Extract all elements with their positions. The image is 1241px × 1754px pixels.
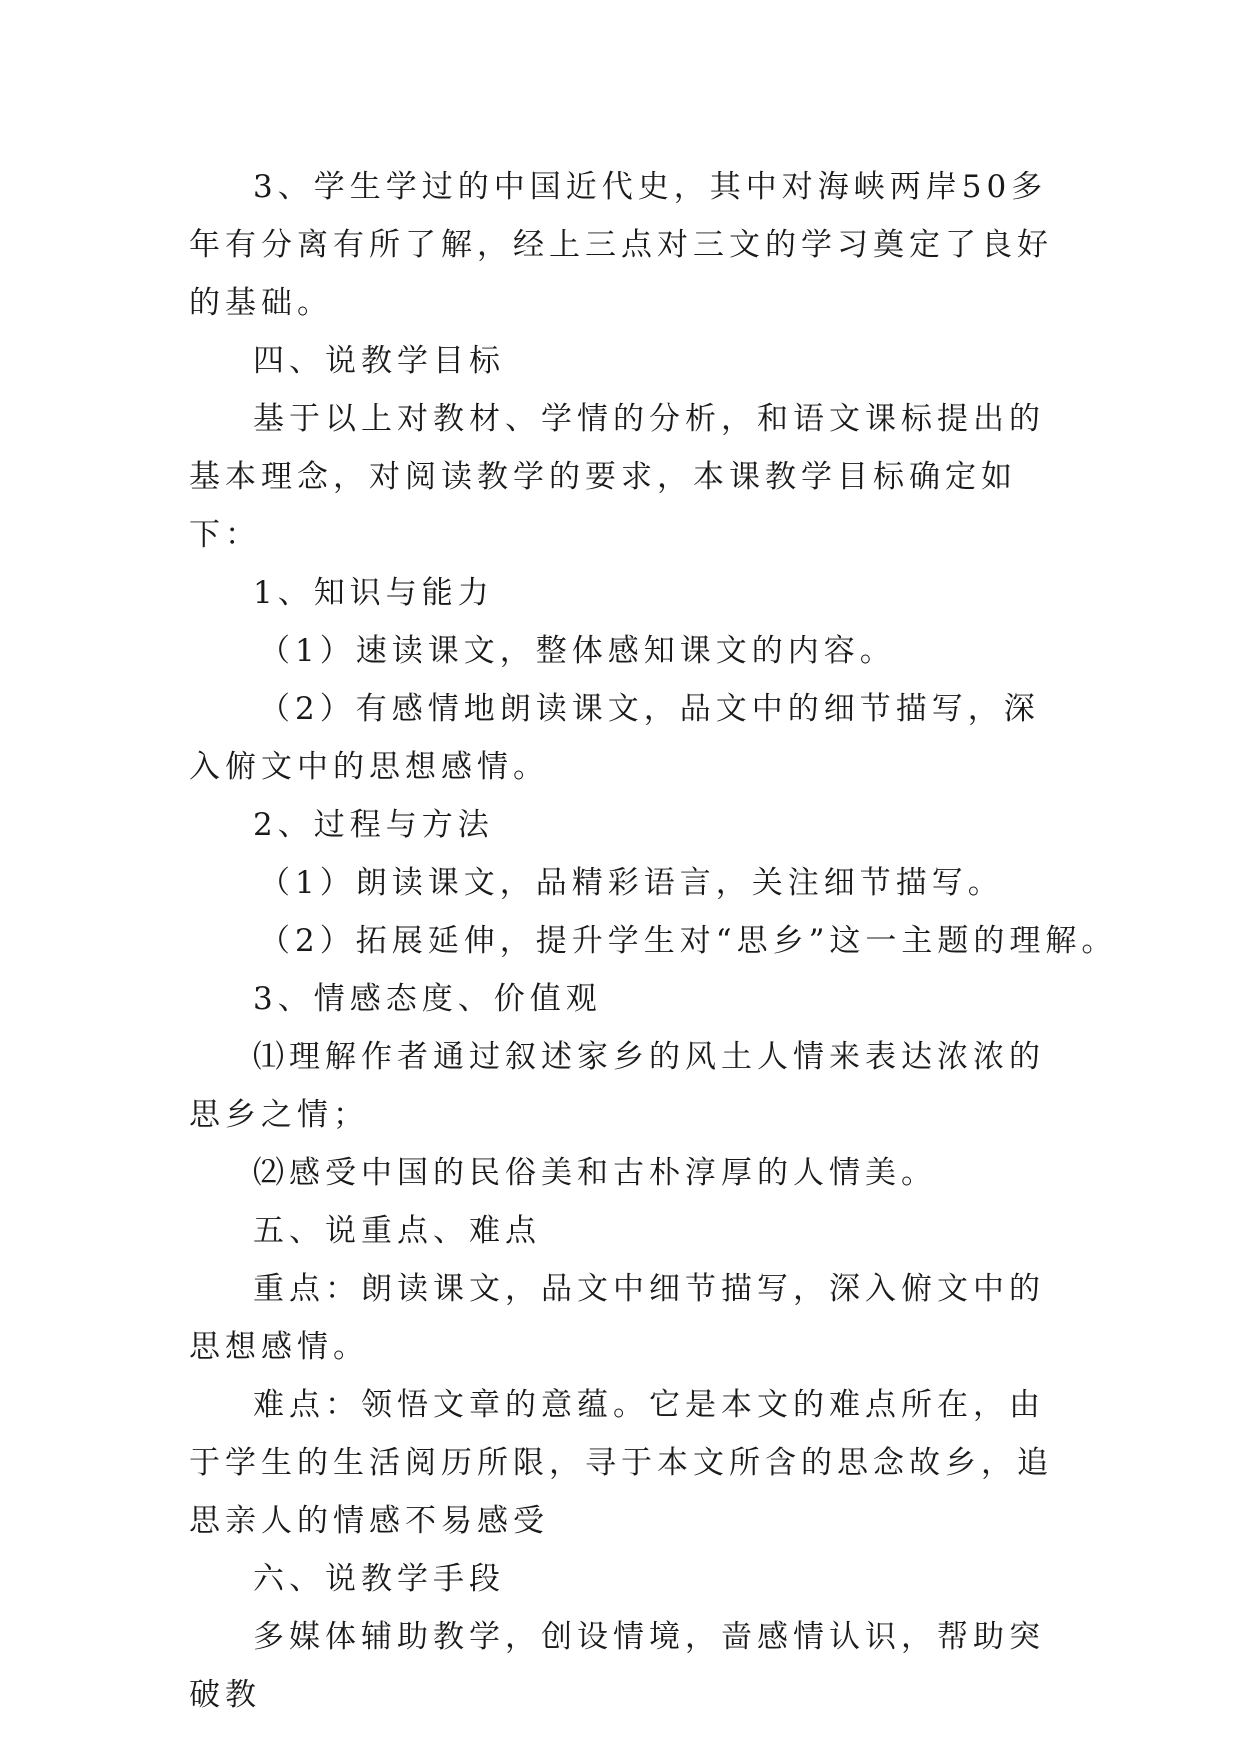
subheading-emotion-values: 3、情感态度、价值观	[253, 981, 602, 1017]
list-item-reading-language: （1）朗读课文，品精彩语言，关注细节描写。	[259, 865, 1004, 901]
paragraph-multimedia: 多媒体辅助教学，创设情境，啬感情认识，帮助突破教	[189, 1619, 1045, 1713]
list-item-extension: （2）拓展延伸，提升学生对“思乡”这一主题的理解。	[259, 923, 1118, 959]
heading-teaching-goals: 四、说教学目标	[253, 343, 505, 379]
heading-teaching-means: 六、说教学手段	[253, 1561, 505, 1597]
paragraph-student-history: 3、学生学过的中国近代史，其中对海峡两岸50多年有分离有所了解，经上三点对三文的学习奠定了良好的基础。	[189, 169, 1053, 321]
paragraph-difficult-point: 难点：领悟文章的意蕴。它是本文的难点所在，由于学生的生活阅历所限，寻于本文所含的思念故乡，追思亲人的情感不易感受	[189, 1387, 1053, 1539]
subheading-knowledge-ability: 1、知识与能力	[253, 575, 494, 611]
list-item-folk-beauty: ⑵感受中国的民俗美和古朴淳厚的人情美。	[253, 1155, 937, 1191]
list-item-hometown-feelings: ⑴理解作者通过叙述家乡的风土人情来表达浓浓的思乡之情；	[189, 1039, 1045, 1133]
heading-key-difficult-points: 五、说重点、难点	[253, 1213, 541, 1249]
subheading-process-method: 2、过程与方法	[253, 807, 494, 843]
paragraph-key-point: 重点：朗读课文，品文中细节描写，深入俯文中的思想感情。	[189, 1271, 1045, 1365]
paragraph-goals-intro: 基于以上对教材、学情的分析，和语文课标提出的基本理念，对阅读教学的要求，本课教学目标确定如下：	[189, 401, 1045, 553]
document-body	[189, 158, 1118, 1724]
list-item-emotional-reading: （2）有感情地朗读课文，品文中的细节描写，深入俯文中的思想感情。	[189, 691, 1040, 785]
list-item-speed-reading: （1）速读课文，整体感知课文的内容。	[259, 633, 896, 669]
